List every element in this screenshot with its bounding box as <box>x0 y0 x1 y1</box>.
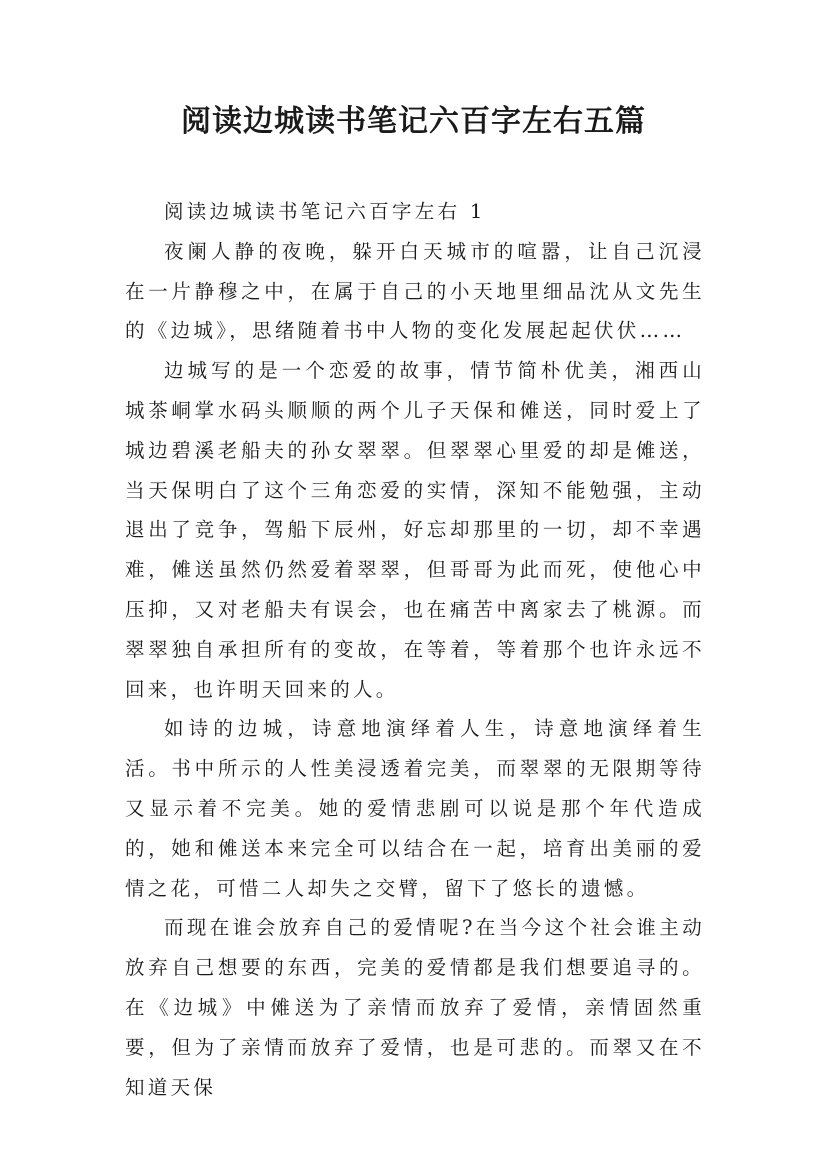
paragraph-3: 如诗的边城，诗意地演绎着人生，诗意地演绎着生活。书中所示的人性美浸透着完美，而翠翠的无限期等待又显示着不完美。她的爱情悲剧可以说是那个年代造成的，她和傩送本来完全可以结合在一起，培育出美丽的爱情之花，可惜二人却失之交臂，留下了悠长的遗憾。 <box>125 717 705 900</box>
document-title: 阅读边城读书笔记六百字左右五篇 <box>181 104 646 139</box>
paragraph-2: 边城写的是一个恋爱的故事，情节简朴优美，湘西山城茶峒掌水码头顺顺的两个儿子天保和傩送，同时爱上了城边碧溪老船夫的孙女翠翠。但翠翠心里爱的却是傩送，当天保明白了这个三角恋爱的实情，深知不能勉强，主动退出了竞争，驾船下辰州，好忘却那里的一切，却不幸遇难，傩送虽然仍然爱着翠翠，但哥哥为此而死，使他心中压抑，又对老船夫有误会，也在痛苦中离家去了桃源。而翠翠独自承担所有的变故，在等着，等着那个也许永远不回来，也许明天回来的人。 <box>125 359 705 701</box>
document-body <box>125 192 705 1107</box>
paragraph-1: 夜阑人静的夜晚，躲开白天城市的喧嚣，让自己沉浸在一片静穆之中，在属于自己的小天地里细品沈从文先生的《边城》，思绪随着书中人物的变化发展起起伏伏…… <box>125 239 705 343</box>
paragraph-4: 而现在谁会放弃自己的爱情呢?在当今这个社会谁主动放弃自己想要的东西，完美的爱情都是我们想要追寻的。在《边城》中傩送为了亲情而放弃了爱情，亲情固然重要，但为了亲情而放弃了爱情，也是可悲的。而翠又在不知道天保 <box>125 916 705 1099</box>
section-heading: 阅读边城读书笔记六百字左右 1 <box>164 200 486 223</box>
